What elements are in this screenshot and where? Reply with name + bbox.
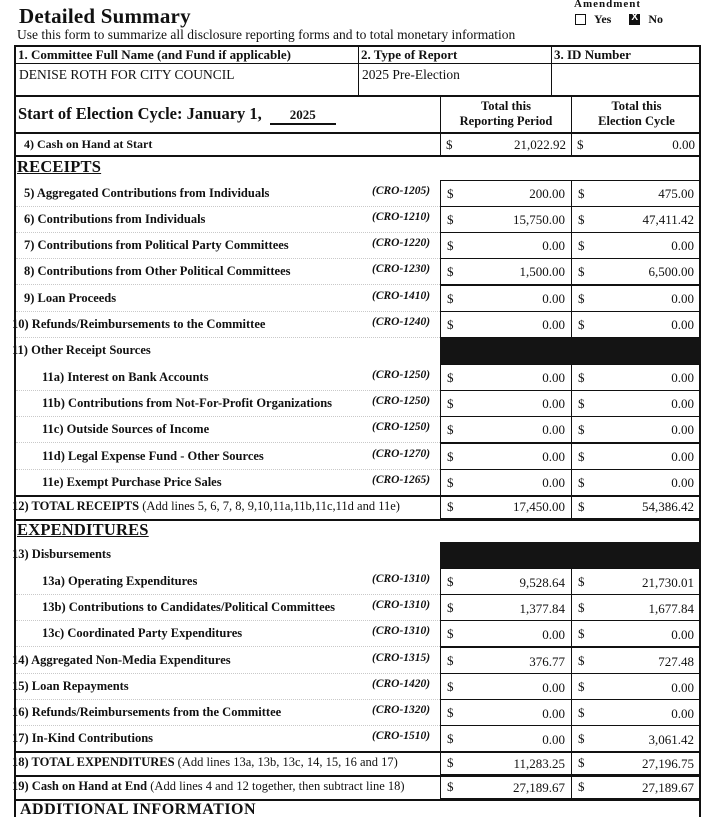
amount: 0.00 <box>671 706 694 721</box>
amendment-label: Amendment <box>574 0 642 10</box>
period-amount-field[interactable] <box>440 469 572 496</box>
id-number-cell <box>552 47 701 95</box>
other-receipts-row <box>12 338 701 364</box>
amount: 27,189.67 <box>513 780 565 795</box>
dollar-sign: $ <box>447 317 454 332</box>
cycle-amount-field[interactable] <box>571 469 701 496</box>
amount: 15,750.00 <box>513 212 565 227</box>
dollar-sign: $ <box>447 653 454 668</box>
dollar-sign: $ <box>447 731 454 746</box>
row-label: 13c) Coordinated Party Expenditures <box>42 626 243 640</box>
amount: 0.00 <box>671 680 694 695</box>
disbursements-row <box>12 542 701 568</box>
cycle-amount-field[interactable] <box>571 364 701 391</box>
amount: 727.48 <box>658 654 694 669</box>
dollar-sign: $ <box>447 396 454 411</box>
form-code: (CRO-1310) <box>372 573 431 585</box>
cash-on-hand-end-row <box>12 776 701 799</box>
cycle-amount-field[interactable] <box>571 311 701 338</box>
amount: 1,677.84 <box>648 601 694 616</box>
dollar-sign: $ <box>578 679 585 694</box>
amount: 27,196.75 <box>642 756 694 771</box>
amount: 47,411.42 <box>642 212 694 227</box>
total-expenditures-cycle-field[interactable] <box>571 751 701 775</box>
total-label: 12) TOTAL RECEIPTS <box>12 499 140 513</box>
dollar-sign: $ <box>578 653 585 668</box>
col-header-line: Total this <box>481 99 531 113</box>
total-note: (Add lines 5, 6, 7, 8, 9,10,11a,11b,11c,11d and 11e) <box>142 499 400 513</box>
amount: 0.00 <box>542 291 565 306</box>
amount: 17,450.00 <box>513 499 565 514</box>
dollar-sign: $ <box>447 755 454 770</box>
row-label: 16) Refunds/Reimbursements from the Committee <box>12 705 282 719</box>
amount: 0.00 <box>542 706 565 721</box>
col-header-election-cycle <box>572 99 701 129</box>
row-label: 11d) Legal Expense Fund - Other Sources <box>42 449 264 463</box>
period-amount-field[interactable] <box>440 311 572 338</box>
total-note: (Add lines 13a, 13b, 13c, 14, 15, 16 and 17) <box>177 755 398 769</box>
amount: 0.00 <box>542 732 565 747</box>
row-label: 13b) Contributions to Candidates/Political Committees <box>42 600 336 614</box>
dollar-sign: $ <box>578 705 585 720</box>
receipt-row <box>16 206 701 232</box>
amendment-no-option[interactable] <box>629 12 663 27</box>
form-code: (CRO-1250) <box>372 395 431 407</box>
cash-start-label: 4) Cash on Hand at Start <box>24 137 153 151</box>
dollar-sign: $ <box>447 186 454 201</box>
amount: 0.00 <box>542 317 565 332</box>
committee-name-label: 1. Committee Full Name (and Fund if applicable) <box>16 47 358 64</box>
form-code: (CRO-1410) <box>372 290 431 302</box>
col-header-line: Reporting Period <box>459 114 553 128</box>
committee-name-cell <box>16 47 359 95</box>
amount: 0.00 <box>542 370 565 385</box>
period-amount-field[interactable] <box>440 699 572 726</box>
row-label: 11b) Contributions from Not-For-Profit Organizations <box>42 396 333 410</box>
receipt-row <box>16 232 701 259</box>
total-label: 18) TOTAL EXPENDITURES <box>12 755 175 769</box>
cycle-amount-field[interactable] <box>571 285 701 312</box>
cycle-amount-field[interactable] <box>571 568 701 595</box>
dollar-sign: $ <box>447 291 454 306</box>
dollar-sign: $ <box>578 574 585 589</box>
row-label: 8) Contributions from Other Political Committees <box>24 264 291 278</box>
receipt-row <box>16 180 701 206</box>
cycle-amount-field[interactable] <box>571 416 701 443</box>
amount: 0.00 <box>671 317 694 332</box>
amount: 0.00 <box>671 422 694 437</box>
cash-start-cycle-field[interactable] <box>571 133 701 155</box>
amendment-no-label: No <box>648 12 664 26</box>
amount: 0.00 <box>542 449 565 464</box>
period-amount-field[interactable] <box>440 180 572 207</box>
blocked-cell <box>440 338 701 364</box>
form-code: (CRO-1240) <box>372 316 431 328</box>
report-type-label: 2. Type of Report <box>359 47 551 64</box>
form-code: (CRO-1315) <box>372 652 431 664</box>
total-receipts-period-field[interactable] <box>440 495 572 519</box>
period-amount-field[interactable] <box>440 232 572 259</box>
report-type-cell <box>359 47 552 95</box>
dollar-sign: $ <box>578 626 585 641</box>
form-code: (CRO-1270) <box>372 448 431 460</box>
dollar-sign: $ <box>447 212 454 227</box>
committee-name-field[interactable]: DENISE ROTH FOR CITY COUNCIL <box>19 67 235 82</box>
col-header-line: Election Cycle <box>598 114 675 128</box>
form-code: (CRO-1250) <box>372 421 431 433</box>
cash-end-label <box>12 779 405 794</box>
amount: 0.00 <box>671 370 694 385</box>
cycle-amount-field[interactable] <box>571 673 701 700</box>
form-code: (CRO-1510) <box>372 730 431 742</box>
amount: 9,528.64 <box>519 575 565 590</box>
dollar-sign: $ <box>447 370 454 385</box>
form-instructions: Use this form to summarize all disclosure reporting forms and to total monetary information <box>17 27 516 42</box>
dollar-sign: $ <box>578 475 585 490</box>
period-amount-field[interactable] <box>440 725 572 752</box>
amount: 0.00 <box>671 627 694 642</box>
expenditure-row <box>12 699 701 726</box>
receipt-row <box>16 469 701 496</box>
dollar-sign: $ <box>447 779 454 794</box>
amount: 21,022.92 <box>514 137 566 152</box>
row-label: 11e) Exempt Purchase Price Sales <box>42 475 222 489</box>
cycle-amount-field[interactable] <box>571 180 701 207</box>
col-header-reporting-period <box>441 99 571 129</box>
dollar-sign: $ <box>578 499 585 514</box>
amendment-no-checkbox[interactable] <box>629 14 640 25</box>
cycle-amount-field[interactable] <box>571 206 701 233</box>
cycle-amount-field[interactable] <box>571 647 701 674</box>
amount: 0.00 <box>671 449 694 464</box>
amount: 0.00 <box>542 475 565 490</box>
form-code: (CRO-1205) <box>372 185 431 197</box>
dollar-sign: $ <box>447 705 454 720</box>
dollar-sign: $ <box>447 626 454 641</box>
period-amount-field[interactable] <box>440 620 572 647</box>
cash-end-period-field[interactable] <box>440 775 572 799</box>
amount: 11,283.25 <box>513 756 565 771</box>
amount: 0.00 <box>542 680 565 695</box>
dollar-sign: $ <box>447 574 454 589</box>
form-code: (CRO-1265) <box>372 474 431 486</box>
amendment-yes-label: Yes <box>594 12 612 26</box>
period-amount-field[interactable] <box>440 568 572 595</box>
dollar-sign: $ <box>447 449 454 464</box>
row-label: 13) Disbursements <box>12 547 111 561</box>
expenditure-row <box>16 620 701 647</box>
receipt-row <box>16 258 701 285</box>
amount: 0.00 <box>671 238 694 253</box>
period-amount-field[interactable] <box>440 390 572 417</box>
dollar-sign: $ <box>578 212 585 227</box>
cycle-amount-field[interactable] <box>571 390 701 417</box>
cycle-amount-field[interactable] <box>571 594 701 621</box>
expenditure-row <box>12 725 701 752</box>
dollar-sign: $ <box>447 475 454 490</box>
cash-end-note: (Add lines 4 and 12 together, then subtract line 18) <box>150 779 405 793</box>
form-code: (CRO-1230) <box>372 263 431 275</box>
dollar-sign: $ <box>578 755 585 770</box>
period-amount-field[interactable] <box>440 258 572 285</box>
receipt-row <box>16 390 701 417</box>
amount: 475.00 <box>658 186 694 201</box>
election-cycle-text: Start of Election Cycle: January 1, <box>18 104 262 123</box>
dollar-sign: $ <box>578 291 585 306</box>
amendment-options <box>575 12 681 27</box>
cycle-amount-field[interactable] <box>571 258 701 285</box>
dollar-sign: $ <box>447 422 454 437</box>
total-receipts-cycle-field[interactable] <box>571 495 701 519</box>
period-amount-field[interactable] <box>440 364 572 391</box>
cash-start-period-field[interactable] <box>440 133 572 155</box>
amendment-yes-option[interactable] <box>575 12 611 27</box>
dollar-sign: $ <box>447 264 454 279</box>
amount: 0.00 <box>671 475 694 490</box>
amount: 54,386.42 <box>642 499 694 514</box>
amount: 376.77 <box>529 654 565 669</box>
cycle-amount-field[interactable] <box>571 620 701 647</box>
amount: 0.00 <box>542 422 565 437</box>
receipt-row <box>16 443 701 469</box>
row-label: 11) Other Receipt Sources <box>12 343 151 357</box>
receipts-heading: RECEIPTS <box>17 157 102 176</box>
dollar-sign: $ <box>578 264 585 279</box>
expenditure-row <box>16 568 701 595</box>
amount: 0.00 <box>542 396 565 411</box>
period-amount-field[interactable] <box>440 647 572 674</box>
report-type-field[interactable]: 2025 Pre-Election <box>362 67 460 82</box>
amount: 21,730.01 <box>642 575 694 590</box>
divider <box>16 155 701 157</box>
election-cycle-label <box>18 104 336 125</box>
id-number-label: 3. ID Number <box>552 47 701 64</box>
row-label: 9) Loan Proceeds <box>24 291 117 305</box>
dollar-sign: $ <box>447 499 454 514</box>
dollar-sign: $ <box>578 186 585 201</box>
cycle-amount-field[interactable] <box>571 232 701 259</box>
receipt-row <box>16 285 701 311</box>
receipt-row <box>12 311 701 338</box>
total-expenditures-period-field[interactable] <box>440 751 572 775</box>
amount: 1,500.00 <box>519 264 565 279</box>
header-info-grid <box>14 45 701 97</box>
blocked-cell <box>440 542 701 568</box>
form-title: Detailed Summary <box>19 4 191 28</box>
dollar-sign: $ <box>446 137 453 152</box>
form-code: (CRO-1310) <box>372 625 431 637</box>
amount: 1,377.84 <box>519 601 565 616</box>
total-expenditures-label <box>12 755 398 770</box>
election-cycle-year-field[interactable]: 2025 <box>270 107 336 125</box>
amount: 0.00 <box>671 396 694 411</box>
dollar-sign: $ <box>447 600 454 615</box>
form-code: (CRO-1210) <box>372 211 431 223</box>
receipt-row <box>16 364 701 391</box>
row-label: 14) Aggregated Non-Media Expenditures <box>12 653 231 667</box>
total-expenditures-row <box>12 752 701 775</box>
expenditure-row <box>12 673 701 700</box>
total-receipts-label <box>12 499 400 514</box>
expenditure-row <box>16 594 701 621</box>
amount: 0.00 <box>672 137 695 152</box>
period-amount-field[interactable] <box>440 206 572 233</box>
row-label: 13a) Operating Expenditures <box>42 574 198 588</box>
row-label: 6) Contributions from Individuals <box>24 212 206 226</box>
row-label: 11c) Outside Sources of Income <box>42 422 210 436</box>
period-amount-field[interactable] <box>440 285 572 312</box>
row-label: 7) Contributions from Political Party Committees <box>24 238 289 252</box>
expenditures-heading: EXPENDITURES <box>17 520 149 539</box>
amount: 6,500.00 <box>648 264 694 279</box>
summary-table <box>14 97 701 817</box>
row-label: 10) Refunds/Reimbursements to the Committee <box>12 317 266 331</box>
amount: 3,061.42 <box>648 732 694 747</box>
election-cycle-row <box>16 97 701 132</box>
dollar-sign: $ <box>578 449 585 464</box>
amount: 0.00 <box>671 291 694 306</box>
amount: 0.00 <box>542 627 565 642</box>
cash-end-cycle-field[interactable] <box>571 775 701 799</box>
form-code: (CRO-1250) <box>372 369 431 381</box>
row-label: 5) Aggregated Contributions from Individuals <box>24 186 270 200</box>
form-code: (CRO-1320) <box>372 704 431 716</box>
amount: 200.00 <box>529 186 565 201</box>
period-amount-field[interactable] <box>440 673 572 700</box>
form-code: (CRO-1310) <box>372 599 431 611</box>
dollar-sign: $ <box>578 317 585 332</box>
amount: 0.00 <box>542 238 565 253</box>
cycle-amount-field[interactable] <box>571 443 701 470</box>
dollar-sign: $ <box>578 779 585 794</box>
period-amount-field[interactable] <box>440 594 572 621</box>
dollar-sign: $ <box>577 137 584 152</box>
cash-end-title: 19) Cash on Hand at End <box>12 779 148 793</box>
col-header-line: Total this <box>611 99 662 113</box>
amendment-yes-checkbox[interactable] <box>575 14 586 25</box>
amount: 27,189.67 <box>642 780 694 795</box>
row-label: 15) Loan Repayments <box>12 679 129 693</box>
form-code: (CRO-1220) <box>372 237 431 249</box>
dollar-sign: $ <box>578 422 585 437</box>
id-number-field[interactable] <box>552 64 701 67</box>
dollar-sign: $ <box>578 396 585 411</box>
cash-on-hand-start-row <box>16 133 701 155</box>
period-amount-field[interactable] <box>440 443 572 470</box>
period-amount-field[interactable] <box>440 416 572 443</box>
expenditure-row <box>12 647 701 673</box>
row-label: 17) In-Kind Contributions <box>12 731 154 745</box>
dollar-sign: $ <box>578 731 585 746</box>
dollar-sign: $ <box>447 238 454 253</box>
receipt-row <box>16 416 701 443</box>
additional-info-heading: ADDITIONAL INFORMATION <box>20 801 257 818</box>
cycle-amount-field[interactable] <box>571 699 701 726</box>
dollar-sign: $ <box>578 238 585 253</box>
form-code: (CRO-1420) <box>372 678 431 690</box>
dollar-sign: $ <box>578 370 585 385</box>
cycle-amount-field[interactable] <box>571 725 701 752</box>
dollar-sign: $ <box>578 600 585 615</box>
dollar-sign: $ <box>447 679 454 694</box>
total-receipts-row <box>12 496 701 519</box>
row-label: 11a) Interest on Bank Accounts <box>42 370 209 384</box>
